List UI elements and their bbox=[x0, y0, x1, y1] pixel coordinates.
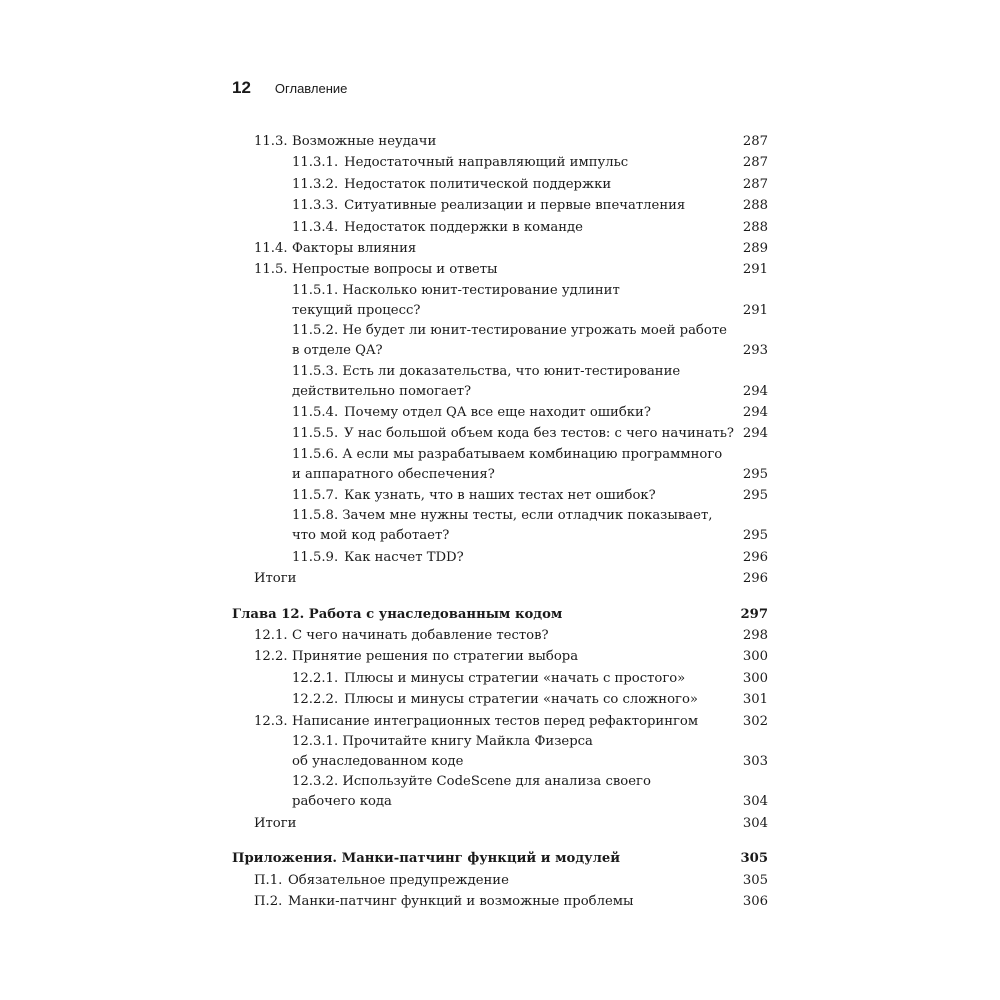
toc-entry-title: Недостаточный направляющий импульс bbox=[344, 155, 629, 171]
toc-entry-11-5[interactable] bbox=[232, 259, 768, 280]
toc-entry-title: У нас большой объем кода без тестов: с чего начинать? bbox=[344, 426, 734, 442]
toc-entry-number: П.1. bbox=[254, 872, 283, 888]
toc-entry-11-5-9[interactable] bbox=[232, 547, 768, 568]
toc-entry-number: 12.1. bbox=[254, 628, 288, 644]
toc-entry-title: Плюсы и минусы стратегии «начать со сложного» bbox=[344, 692, 698, 708]
toc-entry-11-3-4[interactable] bbox=[232, 217, 768, 238]
toc-entry-11-3[interactable] bbox=[232, 131, 768, 152]
toc-chapter-title: Глава 12. Работа с унаследованным кодом bbox=[232, 606, 563, 622]
toc-entry-11-5-2[interactable] bbox=[232, 321, 768, 361]
toc-entry-number: 11.5.5. bbox=[292, 426, 339, 442]
toc-entry-11-5-8[interactable] bbox=[232, 506, 768, 546]
table-of-contents bbox=[232, 131, 768, 912]
toc-entry-12-3[interactable] bbox=[232, 711, 768, 732]
toc-entry-title-line1: Прочитайте книгу Майкла Физерса bbox=[342, 733, 593, 749]
toc-entry-number: 11.5.8. bbox=[292, 508, 339, 524]
toc-entry-title: Факторы влияния bbox=[292, 240, 417, 256]
toc-entry-12-3-2[interactable] bbox=[232, 772, 768, 812]
toc-entry-title: Ситуативные реализации и первые впечатления bbox=[344, 198, 686, 214]
toc-entry-11-3-1[interactable] bbox=[232, 152, 768, 173]
toc-entry-number: 11.5.2. bbox=[292, 323, 339, 339]
toc-entry-11-5-4[interactable] bbox=[232, 402, 768, 423]
toc-entry-page: 301 bbox=[742, 692, 768, 708]
toc-entry-page: 300 bbox=[742, 670, 768, 686]
toc-entry-title: Плюсы и минусы стратегии «начать с простого» bbox=[344, 670, 686, 686]
toc-entry-title-line1: Не будет ли юнит-тестирование угрожать моей работе bbox=[342, 323, 727, 339]
toc-entry-number: 11.5.3. bbox=[292, 363, 339, 379]
toc-entry-title-line2: действительно помогает? bbox=[292, 383, 472, 399]
toc-entry-12-2[interactable] bbox=[232, 646, 768, 667]
toc-entry-page: 304 bbox=[742, 794, 768, 810]
toc-entry-title: Итоги bbox=[254, 571, 297, 587]
toc-entry-page: 288 bbox=[742, 198, 768, 214]
toc-entry-title-line1: А если мы разрабатываем комбинацию программного bbox=[342, 446, 723, 462]
toc-entry-title-line1: Используйте CodeScene для анализа своего bbox=[342, 774, 651, 790]
toc-entry-title-line2: рабочего кода bbox=[292, 794, 392, 810]
toc-entry-title-line2: и аппаратного обеспечения? bbox=[292, 466, 495, 482]
toc-entry-page: 291 bbox=[742, 302, 768, 318]
toc-entry-number: 11.5.6. bbox=[292, 446, 339, 462]
toc-entry-title-line1: Есть ли доказательства, что юнит-тестирование bbox=[342, 363, 681, 379]
toc-entry-number: 11.5.4. bbox=[292, 404, 339, 420]
page-number: 12 bbox=[232, 78, 251, 97]
toc-entry-number: 12.3. bbox=[254, 713, 288, 729]
toc-entry-page: 287 bbox=[742, 134, 768, 149]
toc-entry-title: Непростые вопросы и ответы bbox=[292, 262, 498, 278]
section-gap bbox=[232, 590, 768, 604]
toc-entry-number: 11.3.1. bbox=[292, 155, 339, 171]
toc-entry-title: Обязательное предупреждение bbox=[288, 872, 509, 888]
toc-entry-11-5-5[interactable] bbox=[232, 423, 768, 444]
toc-entry-number: 12.2.2. bbox=[292, 692, 339, 708]
toc-chapter-page: 305 bbox=[740, 851, 768, 867]
toc-entry-title: Написание интеграционных тестов перед рефакторингом bbox=[292, 713, 699, 729]
toc-entry-12-2-2[interactable] bbox=[232, 689, 768, 710]
toc-entry-number: 11.5.9. bbox=[292, 549, 339, 565]
toc-entry-page: 302 bbox=[742, 713, 768, 729]
toc-entry-number: 11.3.2. bbox=[292, 176, 339, 192]
toc-entry-title-line2: в отделе QA? bbox=[292, 343, 383, 359]
toc-entry-title-line2: об унаследованном коде bbox=[292, 753, 464, 769]
toc-entry-11-3-2[interactable] bbox=[232, 174, 768, 195]
toc-entry-title: Возможные неудачи bbox=[292, 134, 437, 149]
toc-entry-number: 11.5.7. bbox=[292, 488, 339, 504]
toc-entry-title-line1: Насколько юнит-тестирование удлинит bbox=[342, 282, 620, 298]
toc-chapter-12[interactable] bbox=[232, 604, 768, 625]
toc-entry-page: 296 bbox=[742, 571, 768, 587]
toc-entry-title-line2: текущий процесс? bbox=[292, 302, 421, 318]
toc-entry-number: 11.4. bbox=[254, 240, 288, 256]
toc-entry-page: 298 bbox=[742, 628, 768, 644]
toc-entry-12-3-1[interactable] bbox=[232, 732, 768, 772]
toc-entry-12-1[interactable] bbox=[232, 625, 768, 646]
toc-entry-p1[interactable] bbox=[232, 870, 768, 891]
toc-entry-title: Манки-патчинг функций и возможные проблемы bbox=[288, 893, 634, 909]
toc-entry-page: 289 bbox=[742, 240, 768, 256]
toc-entry-page: 296 bbox=[742, 549, 768, 565]
toc-chapter-page: 297 bbox=[740, 606, 768, 622]
toc-entry-number: 12.2.1. bbox=[292, 670, 339, 686]
toc-entry-page: 294 bbox=[742, 404, 768, 420]
toc-entry-p2[interactable] bbox=[232, 891, 768, 912]
toc-entry-title: Принятие решения по стратегии выбора bbox=[292, 649, 579, 665]
section-gap bbox=[232, 834, 768, 848]
toc-entry-title-line1: Зачем мне нужны тесты, если отладчик показывает, bbox=[342, 508, 713, 524]
toc-entry-11-5-7[interactable] bbox=[232, 485, 768, 506]
toc-entry-number: 11.3.3. bbox=[292, 198, 339, 214]
toc-entry-number: 11.5. bbox=[254, 262, 288, 278]
toc-entry-page: 291 bbox=[742, 262, 768, 278]
toc-entry-page: 305 bbox=[742, 872, 768, 888]
toc-entry-summary-11[interactable] bbox=[232, 568, 768, 589]
toc-entry-12-2-1[interactable] bbox=[232, 668, 768, 689]
toc-entry-page: 303 bbox=[742, 753, 768, 769]
running-head bbox=[232, 78, 347, 100]
toc-entry-number: 12.2. bbox=[254, 649, 288, 665]
toc-entry-number: 12.3.2. bbox=[292, 774, 339, 790]
toc-entry-page: 287 bbox=[742, 155, 768, 171]
running-title: Оглавление bbox=[274, 81, 348, 96]
toc-entry-summary-12[interactable] bbox=[232, 813, 768, 834]
toc-entry-11-5-3[interactable] bbox=[232, 362, 768, 402]
toc-entry-11-4[interactable] bbox=[232, 238, 768, 259]
toc-chapter-title: Приложения. Манки-патчинг функций и модулей bbox=[232, 851, 621, 867]
toc-entry-title: Как насчет TDD? bbox=[344, 549, 464, 565]
toc-entry-number: 12.3.1. bbox=[292, 733, 339, 749]
toc-entry-11-3-3[interactable] bbox=[232, 195, 768, 216]
toc-entry-number: 11.3.4. bbox=[292, 219, 339, 235]
toc-entry-page: 293 bbox=[742, 343, 768, 359]
toc-entry-title: Как узнать, что в наших тестах нет ошибок? bbox=[344, 488, 656, 504]
toc-entry-page: 295 bbox=[742, 528, 768, 544]
toc-entry-11-5-1[interactable] bbox=[232, 281, 768, 321]
toc-entry-title-line2: что мой код работает? bbox=[292, 528, 450, 544]
toc-entry-title: С чего начинать добавление тестов? bbox=[292, 628, 549, 644]
toc-entry-page: 295 bbox=[742, 488, 768, 504]
toc-entry-title: Итоги bbox=[254, 815, 297, 831]
toc-entry-number: П.2. bbox=[254, 893, 283, 909]
toc-entry-page: 295 bbox=[742, 466, 768, 482]
toc-entry-title: Почему отдел QA все еще находит ошибки? bbox=[344, 404, 651, 420]
toc-entry-number: 11.5.1. bbox=[292, 282, 339, 298]
toc-entry-page: 294 bbox=[742, 383, 768, 399]
toc-entry-page: 294 bbox=[742, 426, 768, 442]
toc-entry-page: 288 bbox=[742, 219, 768, 235]
toc-entry-page: 304 bbox=[742, 815, 768, 831]
toc-entry-11-5-6[interactable] bbox=[232, 445, 768, 485]
toc-entry-title: Недостаток политической поддержки bbox=[344, 176, 612, 192]
toc-entry-page: 306 bbox=[742, 893, 768, 909]
toc-appendix[interactable] bbox=[232, 848, 768, 869]
toc-entry-page: 287 bbox=[742, 176, 768, 192]
toc-entry-title: Недостаток поддержки в команде bbox=[344, 219, 583, 235]
toc-entry-page: 300 bbox=[742, 649, 768, 665]
toc-entry-number: 11.3. bbox=[254, 134, 288, 149]
